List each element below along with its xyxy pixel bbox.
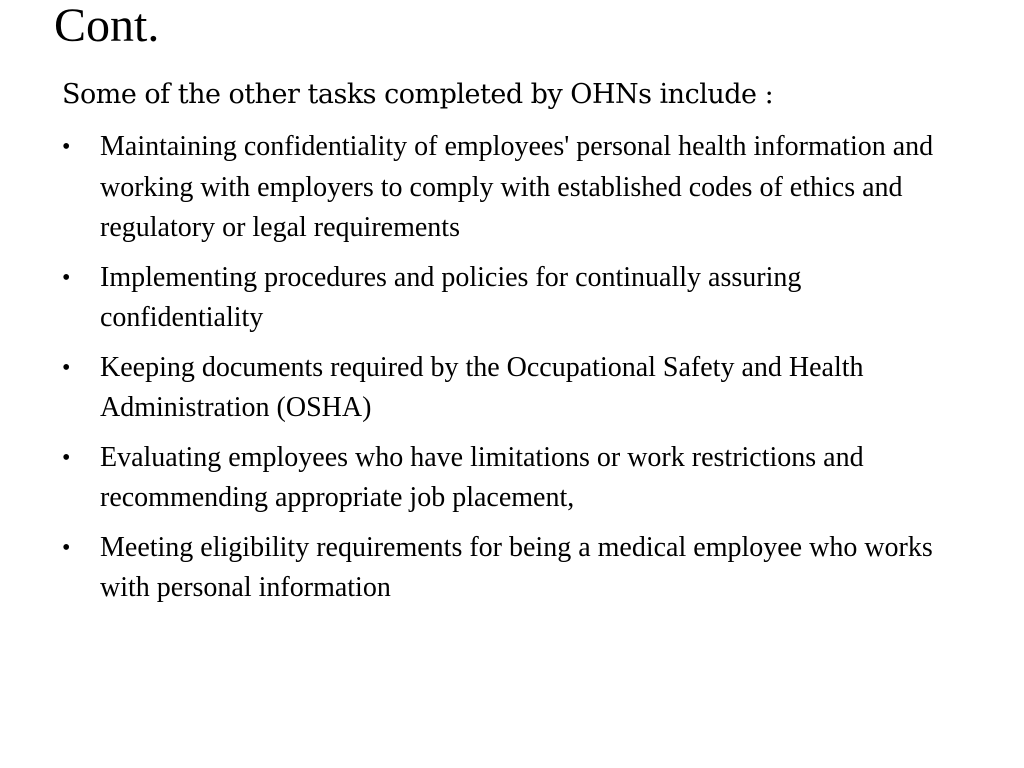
- bullet-text: Implementing procedures and policies for continually assuring confidentiality: [100, 261, 802, 333]
- bullet-text: Keeping documents required by the Occupational Safety and Health Administration (OSHA): [100, 351, 864, 423]
- bullet-text: Evaluating employees who have limitations or work restrictions and recommending appropriate job placement,: [100, 441, 864, 513]
- bullet-item-osha-documents: [62, 348, 962, 429]
- bullet-item-confidentiality: [62, 127, 962, 249]
- intro-text: Some of the other tasks completed by OHNs include :: [62, 79, 774, 110]
- bullet-item-procedures: [62, 258, 962, 339]
- bullet-icon: •: [62, 354, 71, 381]
- bullet-icon: •: [62, 444, 71, 471]
- bullet-item-evaluating: [62, 438, 962, 519]
- bullet-item-eligibility: [62, 528, 962, 609]
- slide-title: Cont.: [54, 0, 160, 52]
- bullet-icon: •: [62, 264, 71, 291]
- bullet-list: [62, 127, 962, 618]
- bullet-text: Maintaining confidentiality of employees' personal health information and working with employers to comply with established codes of ethics and regulatory or legal requirements: [100, 131, 934, 243]
- bullet-icon: •: [62, 134, 71, 160]
- bullet-icon: •: [62, 534, 71, 561]
- bullet-text: Meeting eligibility requirements for being a medical employee who works with personal information: [100, 531, 933, 603]
